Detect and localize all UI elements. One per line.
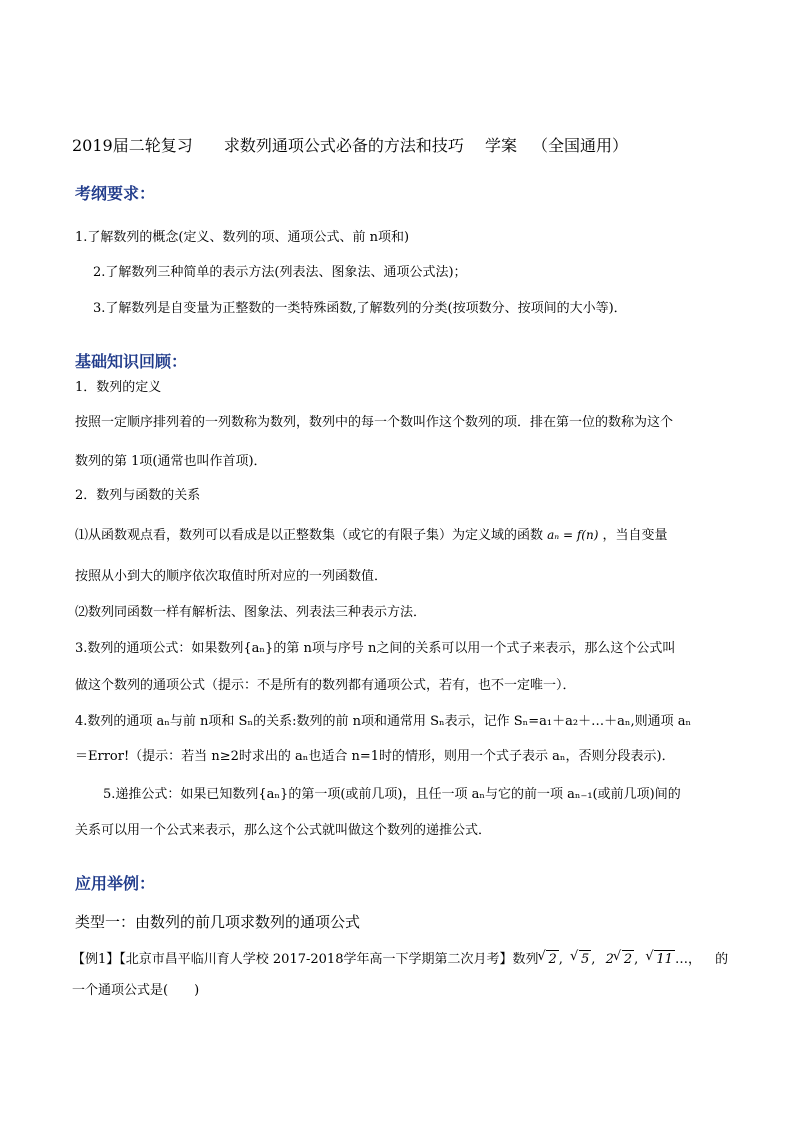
example-1-line-2: 一个通项公式是( ) (72, 983, 200, 998)
section-heading-kaogang: 考纲要求： (75, 184, 156, 203)
title-part-2: 求数列通项公式必备的方法和技巧 (223, 136, 464, 155)
jichu-paragraph-2-text-b: ，当自变量 (602, 528, 668, 543)
sequence-ellipsis: …， (674, 952, 701, 967)
section-heading-yingyong: 应用举例： (75, 874, 156, 893)
title-part-3: 学案 (484, 136, 517, 155)
title-part-1: 2019届二轮复习 (72, 136, 193, 155)
sqrt-term-4: √ 11 (654, 950, 675, 969)
jichu-paragraph-3-line-1: 3.数列的通项公式：如果数列{aₙ}的第 n项与序号 n之间的关系可以用一个式子来表示，那么这个公式叫 (75, 641, 676, 656)
jichu-paragraph-5-line-1: 5.递推公式：如果已知数列{aₙ}的第一项(或前几项)，且任一项 aₙ与它的前一项 aₙ₋₁(或前几项)间的 (103, 787, 681, 802)
kaogang-item-1: 1.了解数列的概念(定义、数列的项、通项公式、前 n项和) (75, 230, 410, 245)
function-formula: aₙ = f(n) (547, 528, 599, 542)
jichu-paragraph-1-line-1: 按照一定顺序排列着的一列数称为数列，数列中的每一个数叫作这个数列的项．排在第一位的数称为这个 (75, 415, 674, 430)
jichu-heading-2: 2．数列与函数的关系 (75, 488, 201, 503)
jichu-paragraph-1-line-2: 数列的第 1项(通常也叫作首项)． (75, 454, 267, 469)
jichu-paragraph-4-line-2: ＝Error!（提示：若当 n≥2时求出的 aₙ也适合 n=1时的情形，则用一个式子表示 aₙ，否则分段表示)． (75, 749, 675, 764)
jichu-paragraph-2-line-3: ⑵数列同函数一样有解析法、图象法、列表法三种表示方法． (75, 605, 427, 620)
kaogang-item-2: 2.了解数列三种简单的表示方法(列表法、图象法、通项公式法)； (93, 265, 467, 280)
jichu-heading-1: 1．数列的定义 (75, 380, 162, 395)
jichu-paragraph-4-line-1: 4.数列的通项 aₙ与前 n项和 Sₙ的关系:数列的前 n项和通常用 Sₙ表示，记作 Sₙ=a₁＋a₂＋…＋aₙ,则通项 aₙ (75, 714, 692, 729)
example-1-line-1: 【例1】【北京市昌平临川育人学校 2017-2018学年高一下学期第二次月考】数列√ 2 , √ 5 , 2√ 2 , √ 11 …， 的 (72, 950, 724, 969)
jichu-paragraph-2-line-2: 按照从小到大的顺序依次取值时所对应的一列函数值． (75, 569, 388, 584)
coef-term-3: 2 (605, 952, 614, 967)
kaogang-item-3: 3.了解数列是自变量为正整数的一类特殊函数,了解数列的分类(按项数分、按项间的大小等)． (93, 301, 627, 316)
jichu-paragraph-5-line-2: 关系可以用一个公式来表示，那么这个公式就叫做这个数列的递推公式． (75, 823, 492, 838)
jichu-paragraph-2-line-1 (75, 526, 727, 545)
sqrt-term-2: √ 5 (579, 950, 591, 969)
title-part-4: （全国通用） (532, 136, 629, 155)
example-1-prefix: 【例1】【北京市昌平临川育人学校 2017-2018学年高一下学期第二次月考】数列 (72, 952, 539, 967)
jichu-paragraph-2-text-a: ⑴从函数观点看，数列可以看成是以正整数集（或它的有限子集）为定义域的函数 (75, 528, 544, 543)
document-title (72, 133, 628, 156)
example-type-heading: 类型一：由数列的前几项求数列的通项公式 (75, 913, 361, 931)
sqrt-term-1: √ 2 (546, 950, 558, 969)
example-1-suffix: 的 (715, 952, 729, 967)
jichu-paragraph-3-line-2: 做这个数列的通项公式（提示：不是所有的数列都有通项公式，若有，也不一定唯一）． (75, 678, 576, 693)
section-heading-jichu: 基础知识回顾： (75, 352, 188, 371)
sqrt-term-3: √ 2 (622, 950, 634, 969)
